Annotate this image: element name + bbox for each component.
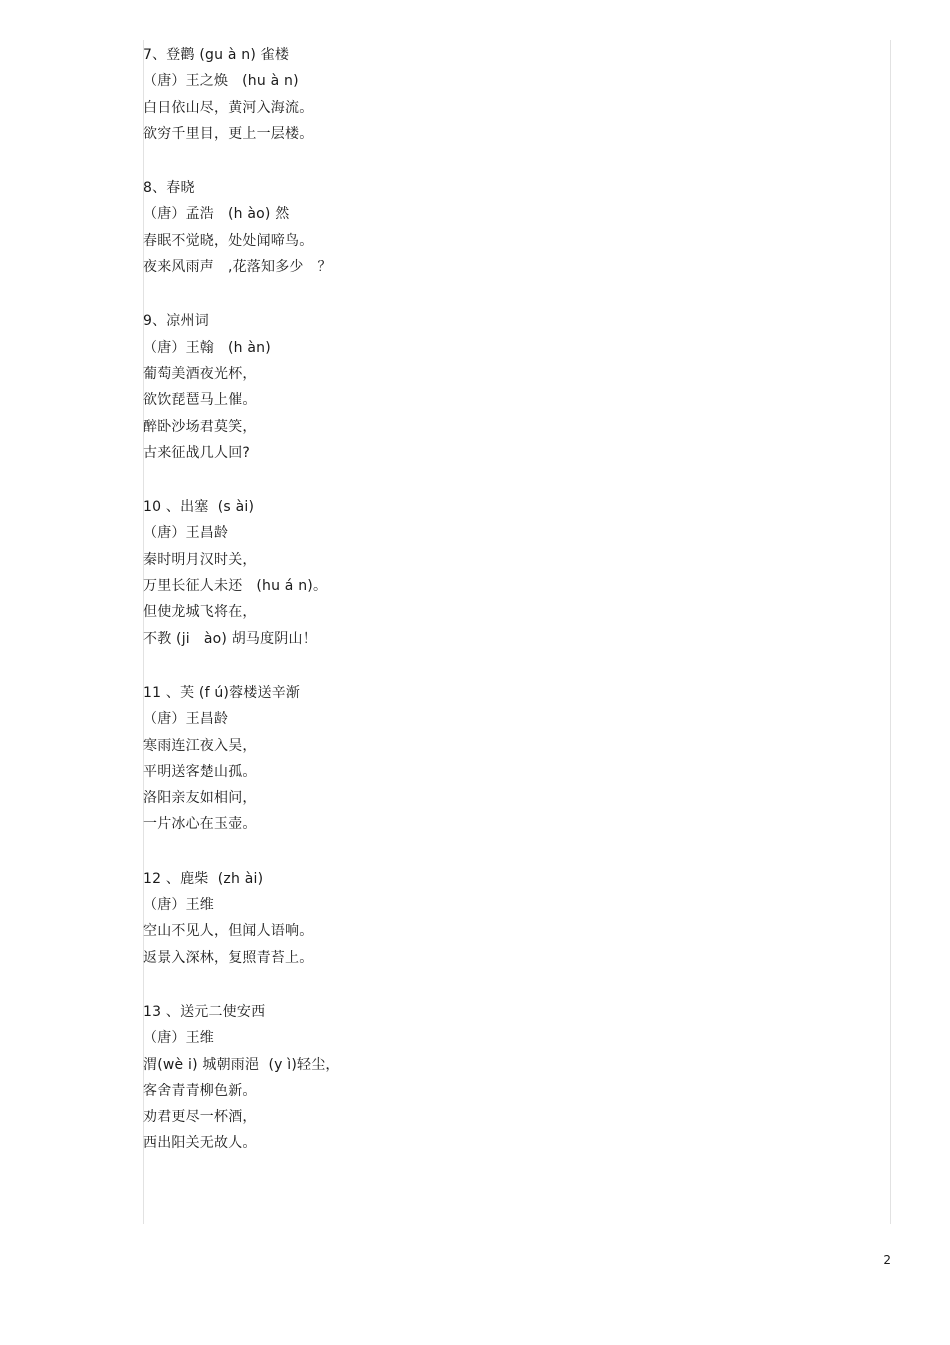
poem-list — [143, 42, 883, 1185]
poem-title: 7、登鹳 (gu à n) 雀楼 — [143, 47, 290, 63]
poem-line: 客舍青青柳色新。 — [143, 1082, 257, 1099]
poem-line: 返景入深林，复照青苔上。 — [143, 949, 314, 966]
poem-line: 寒雨连江夜入吴， — [143, 737, 257, 754]
poem-title: 9、凉州词 — [143, 313, 209, 330]
poem-line: 欲饮琵琶马上催。 — [143, 392, 257, 409]
poem-line: 春眠不觉晓，处处闻啼鸟。 — [143, 232, 314, 249]
poem-line: 古来征战几人回? — [143, 444, 251, 461]
poem-title: 8、春晓 — [143, 180, 195, 197]
poem-title: 12 、鹿柴 (zh ài) — [143, 870, 264, 887]
poem-author: （唐）王之焕 (hu à n) — [143, 73, 299, 90]
poem-line: 洛阳亲友如相问， — [143, 790, 257, 807]
poem-author: （唐）孟浩 (h ào) 然 — [143, 206, 290, 223]
poem-title: 13 、送元二使安西 — [143, 1003, 266, 1020]
poem-line: 不教 (ji ào) 胡马度阴山！ — [143, 630, 317, 647]
poem-line: 夜来风雨声 ,花落知多少 ？ — [143, 259, 332, 276]
poem-line: 空山不见人，但闻人语响。 — [143, 923, 314, 940]
right-margin-rule — [890, 40, 891, 1224]
poem-title: 10 、出塞 (s ài) — [143, 499, 255, 516]
poem-7 — [143, 42, 883, 147]
poem-9 — [143, 308, 883, 466]
poem-title: 11 、芙 (f ú)蓉楼送辛渐 — [143, 684, 301, 701]
poem-author: （唐）王维 — [143, 1030, 214, 1047]
poem-line: 葡萄美酒夜光杯， — [143, 365, 257, 382]
poem-13 — [143, 999, 883, 1157]
poem-author: （唐）王昌龄 — [143, 525, 229, 542]
poem-11 — [143, 680, 883, 838]
poem-line: 一片冰心在玉壶。 — [143, 816, 257, 833]
poem-line: 万里长征人未还 (hu á n)。 — [143, 578, 328, 595]
poem-line: 秦时明月汉时关， — [143, 551, 257, 568]
poem-line: 醉卧沙场君莫笑， — [143, 418, 257, 435]
poem-line: 白日依山尽，黄河入海流。 — [143, 99, 314, 116]
poem-10 — [143, 494, 883, 652]
poem-author: （唐）王昌龄 — [143, 711, 229, 728]
poem-line: 但使龙城飞将在， — [143, 604, 257, 621]
poem-line: 渭(wè i) 城朝雨浥 (y ì)轻尘， — [143, 1056, 340, 1073]
poem-8 — [143, 175, 883, 280]
poem-12 — [143, 866, 883, 971]
poem-line: 西出阳关无故人。 — [143, 1135, 257, 1152]
poem-line: 劝君更尽一杯酒， — [143, 1109, 257, 1126]
poem-author: （唐）王维 — [143, 897, 214, 914]
poem-author: （唐）王翰 (h àn) — [143, 339, 271, 356]
poem-line: 平明送客楚山孤。 — [143, 763, 257, 780]
poem-line: 欲穷千里目，更上一层楼。 — [143, 125, 314, 142]
page-number: 2 — [883, 1253, 891, 1267]
